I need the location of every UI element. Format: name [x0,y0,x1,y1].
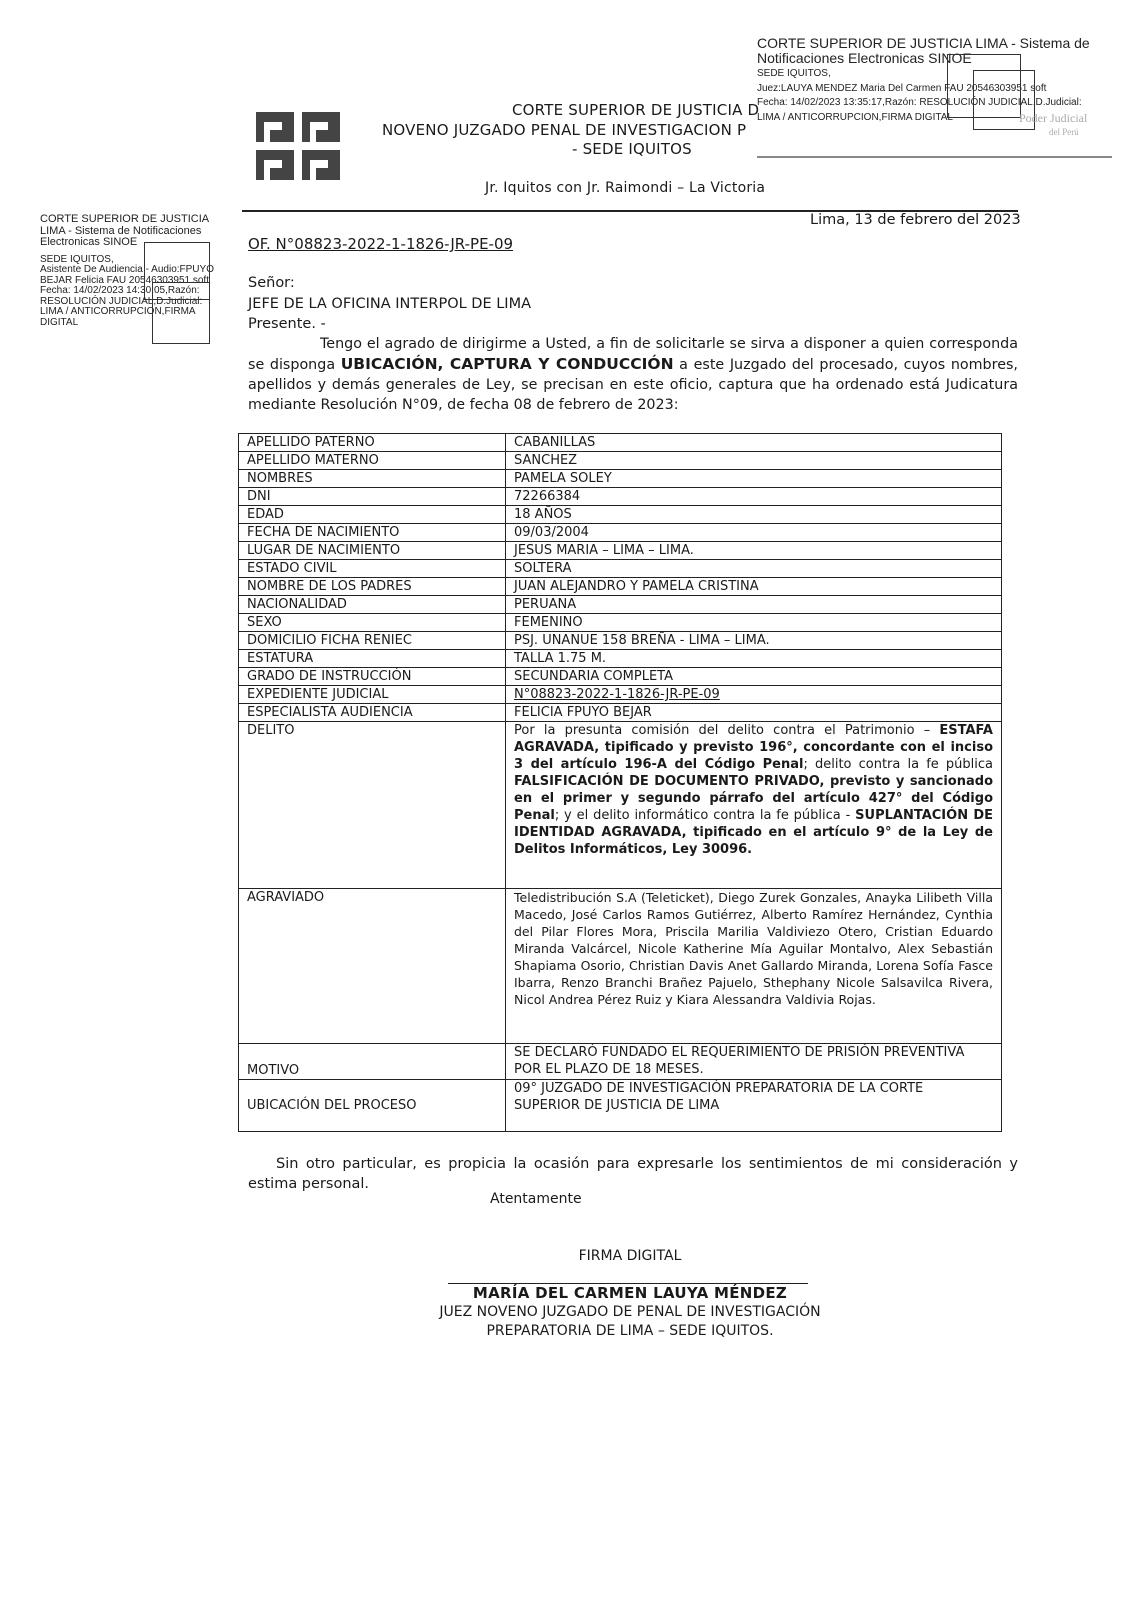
delito-cell [506,722,1002,889]
table-row [239,668,1002,686]
table-row [239,506,1002,524]
row-label: NOMBRES [239,470,506,488]
table-row [239,470,1002,488]
row-value: SOLTERA [506,560,1002,578]
intro-paragraph [248,334,1018,415]
delito-text-e: ; y el delito informático contra la fe pública - [554,808,856,823]
row-value: 09/03/2004 [506,524,1002,542]
table-row [239,632,1002,650]
row-value: PAMELA SOLEY [506,470,1002,488]
atentamente: Atentamente [490,1191,582,1207]
row-value: SECUNDARIA COMPLETA [506,668,1002,686]
delito-text-f: SUPLANTACIÓN DE IDENTIDAD AGRAVADA, tipificado en el artículo 9° de la Ley de Delitos Informáticos, Ley 30096. [514,808,993,857]
row-value: 72266384 [506,488,1002,506]
stamp-assistant-line: Asistente De Audiencia - Audio:FPUYO BEJAR Felicia FAU 20546303951 soft [40,264,214,286]
row-label: ESTATURA [239,650,506,668]
row-label: FECHA DE NACIMIENTO [239,524,506,542]
row-value: JESUS MARIA – LIMA – LIMA. [506,542,1002,560]
stamp-sede-line: SEDE IQUITOS, [757,68,831,80]
court-sede: - SEDE IQUITOS [572,140,692,158]
defendant-data-table [238,433,1002,1132]
row-label: AGRAVIADO [239,889,506,1044]
closing-paragraph: Sin otro particular, es propicia la ocasión para expresarle los sentimientos de mi consideración y estima personal. [248,1156,1018,1192]
intro-text-1: Tengo el agrado de dirigirme a Usted, a fin de solicitarle se sirva a disponer a quien corresponda se disponga [248,336,1018,373]
salutation: Señor: [248,275,295,291]
row-label: GRADO DE INSTRUCCIÓN [239,668,506,686]
row-label: EXPEDIENTE JUDICIAL [239,686,506,704]
row-value: JUAN ALEJANDRO Y PAMELA CRISTINA [506,578,1002,596]
row-label: DELITO [239,722,506,889]
row-value: CABANILLAS [506,434,1002,452]
row-label: ESTADO CIVIL [239,560,506,578]
stamp-sede-line: SEDE IQUITOS, [40,253,114,265]
table-row [239,488,1002,506]
row-value: FEMENINO [506,614,1002,632]
faded-seal-text: Poder Judicial [1019,111,1088,125]
row-label: EDAD [239,506,506,524]
oficio-number: OF. N°08823-2022-1-1826-JR-PE-09 [248,235,514,253]
table-row [239,578,1002,596]
recipient: JEFE DE LA OFICINA INTERPOL DE LIMA [248,296,532,312]
firma-digital-label: FIRMA DIGITAL [578,1248,682,1264]
faded-seal-text-2: del Perú [1049,127,1079,137]
presente: Presente. - [248,316,326,332]
stamp-date-line: Fecha: 14/02/2023 14:30:05,Razón: RESOLUCIÓN JUDICIAL,D.Judicial: LIMA / ANTICORRUPCION,FIRMA DIGITAL [40,285,203,328]
row-value: FELICIA FPUYO BEJAR [506,704,1002,722]
row-label: APELLIDO PATERNO [239,434,506,452]
letter-date: Lima, 13 de febrero del 2023 [810,212,1021,228]
ubicacion-cell: 09° JUZGADO DE INVESTIGACIÓN PREPARATORIA DE LA CORTE SUPERIOR DE JUSTICIA DE LIMA [506,1080,1002,1132]
row-label: SEXO [239,614,506,632]
stamp-court-line: CORTE SUPERIOR DE JUSTICIA LIMA - Sistema de Notificaciones Electronicas SINOE [757,35,1090,66]
delito-text-a: Por la presunta comisión del delito contra el Patrimonio – [514,723,940,738]
stamp-date-line: Fecha: 14/02/2023 13:35:17,Razón: RESOLUCIÓN JUDICIAL,D.Judicial: [757,97,1082,109]
row-value: N°08823-2022-1-1826-JR-PE-09 [506,686,1002,704]
table-row [239,686,1002,704]
row-label: LUGAR DE NACIMIENTO [239,542,506,560]
delito-text-c: ; delito contra la fe pública [803,757,993,772]
table-row-ubicacion [239,1080,1002,1132]
intro-order: UBICACIÓN, CAPTURA Y CONDUCCIÓN [340,355,674,373]
row-label: DOMICILIO FICHA RENIEC [239,632,506,650]
table-row [239,704,1002,722]
table-body [239,434,1002,722]
signer-name: MARÍA DEL CARMEN LAUYA MÉNDEZ [472,1284,788,1302]
row-label: APELLIDO MATERNO [239,452,506,470]
table-row [239,452,1002,470]
table-row-delito [239,722,1002,889]
row-value: 18 AÑOS [506,506,1002,524]
row-label: MOTIVO [239,1044,506,1080]
table-row [239,434,1002,452]
row-value: SANCHEZ [506,452,1002,470]
court-division: NOVENO JUZGADO PENAL DE INVESTIGACION P [382,121,747,139]
court-name: CORTE SUPERIOR DE JUSTICIA D [512,101,760,119]
row-label: NOMBRE DE LOS PADRES [239,578,506,596]
table-row [239,650,1002,668]
digital-signature-stamp-judge [757,36,1112,158]
row-label: UBICACIÓN DEL PROCESO [239,1080,506,1132]
judiciary-logo [252,108,344,184]
delito-text-b: ESTAFA AGRAVADA, tipificado y previsto 196°, concordante con el inciso 3 del artículo 196-A del Código Penal [514,723,993,772]
table-row [239,542,1002,560]
row-value: PSJ. UNANUE 158 BREÑA - LIMA – LIMA. [506,632,1002,650]
intro-text-2: a este Juzgado del procesado, cuyos nombres, apellidos y demás generales de Ley, se precisan en este oficio, captura que ha ordenado está Judicatura mediante Resolución N°09, de fecha 08 de febrero de 2023: [248,357,1018,413]
row-label: ESPECIALISTA AUDIENCIA [239,704,506,722]
row-value: TALLA 1.75 M. [506,650,1002,668]
stamp-court-line: CORTE SUPERIOR DE JUSTICIA LIMA - Sistema de Notificaciones Electronicas SINOE [40,213,209,249]
table-row-agraviado [239,889,1002,1044]
court-address: Jr. Iquitos con Jr. Raimondi – La Victoria [485,180,766,196]
table-row [239,560,1002,578]
signer-title-2: PREPARATORIA DE LIMA – SEDE IQUITOS. [486,1323,774,1339]
stamp-judge-line: Juez:LAUYA MENDEZ Maria Del Carmen FAU 20546303951 soft [757,82,1047,94]
row-label: NACIONALIDAD [239,596,506,614]
table-body-extended [239,722,1002,1132]
table-row-motivo [239,1044,1002,1080]
seal-frame [152,282,210,344]
table-row [239,596,1002,614]
delito-text-d: FALSIFICACIÓN DE DOCUMENTO PRIVADO, previsto y sancionado en el primer y segundo párrafo del artículo 427° del Código Penal [514,774,993,823]
motivo-cell: SE DECLARÓ FUNDADO EL REQUERIMIENTO DE PRISIÓN PREVENTIVA POR EL PLAZO DE 18 MESES. [506,1044,1002,1080]
table-row [239,524,1002,542]
agraviado-cell: Teledistribución S.A (Teleticket), Diego Zurek Gonzales, Anayka Lilibeth Villa Macedo, José Carlos Ramos Gutiérrez, Alberto Ramírez Hernández, Cynthia del Pilar Flores Mora, Priscila Marilia Valdiviezo Otero, Cristian Eduardo Miranda Valcárcel, Nicole Katherine Mía Aguilar Montalvo, Alex Sebastián Shapiama Osorio, Christian Davis Anet Gallardo Miranda, Lorena Sofía Fasce Ibarra, Renzo Branchi Brañez Pajuelo, Sthephany Nicole Salsavilca Rivera, Nicol Andrea Pérez Ruiz y Kiara Alessandra Valdivia Rojas. [506,889,1002,1044]
row-value: PERUANA [506,596,1002,614]
stamp-district-line: LIMA / ANTICORRUPCION,FIRMA DIGITAL [757,111,953,123]
row-label: DNI [239,488,506,506]
table-row [239,614,1002,632]
digital-signature-stamp-assistant [40,214,220,374]
signer-title-1: JUEZ NOVENO JUZGADO DE PENAL DE INVESTIGACIÓN [439,1304,821,1320]
